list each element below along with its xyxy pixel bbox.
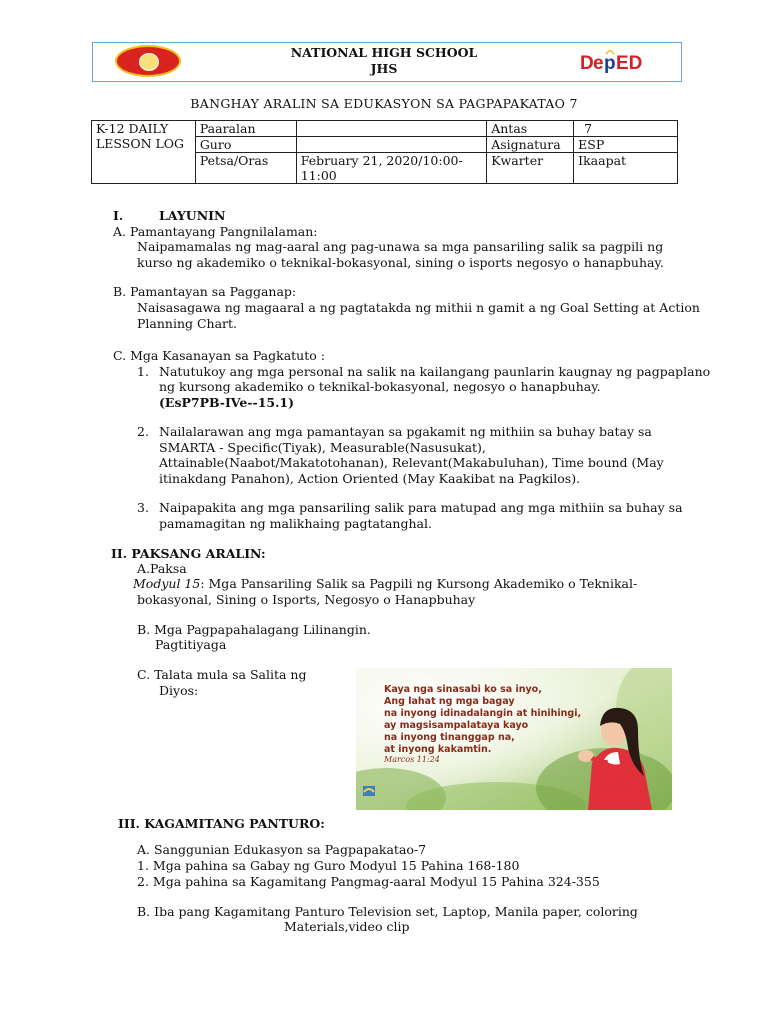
competency-code: (EsP7PB-IVe--15.1) <box>159 395 295 410</box>
table-cell: Asignatura <box>487 137 574 153</box>
subsection-label: A. Pamantayang Pangnilalaman: <box>113 224 318 239</box>
reference-line: A. Sanggunian Edukasyon sa Pagpapakatao-7 <box>137 842 427 857</box>
table-cell: February 21, 2020/10:00- 11:00 <box>296 153 487 184</box>
table-cell: Kwarter <box>487 153 574 184</box>
table-cell: 7 <box>574 121 678 137</box>
table-cell: Antas <box>487 121 574 137</box>
lesson-log-label: K-12 DAILY LESSON LOG <box>92 121 196 184</box>
section-title-kagamitang-panturo: III. KAGAMITANG PANTURO: <box>118 816 325 831</box>
scripture-reference: Marcos 11:24 <box>384 755 440 764</box>
svg-text:ED: ED <box>616 53 643 74</box>
lesson-log-table <box>91 120 678 184</box>
svg-text:p: p <box>604 53 616 74</box>
subsection-label-cont: Diyos: <box>159 683 199 698</box>
value-text: Pagtitiyaga <box>155 637 227 652</box>
deped-logo <box>580 50 660 74</box>
reference-line: 1. Mga pahina sa Gabay ng Guro Modyul 15 Pahina 168-180 <box>137 858 520 873</box>
list-item-line: Naipapakita ang mga pansariling salik para matupad ang mga mithiin sa buhay sa <box>159 500 683 515</box>
reference-line: B. Iba pang Kagamitang Panturo Television set, Laptop, Manila paper, coloring <box>137 904 638 919</box>
table-cell: Paaralan <box>195 121 296 137</box>
modyul-title: : Mga Pansariling Salik sa Pagpili ng Kursong Akademiko o Teknikal- <box>200 576 638 591</box>
list-item-line: SMARTA - Specific(Tiyak), Measurable(Nasusukat), <box>159 440 486 455</box>
table-row <box>92 121 678 137</box>
svg-text:D: D <box>580 53 594 74</box>
reference-line: 2. Mga pahina sa Kagamitang Pangmag-aaral Modyul 15 Pahina 324-355 <box>137 874 600 889</box>
list-item-line: Attainable(Naabot/Makatotohanan), Relevant(Makabuluhan), Time bound (May <box>159 455 664 470</box>
list-number: 3. <box>137 500 149 515</box>
reference-line: Materials,video clip <box>284 919 410 934</box>
table-cell: Guro <box>195 137 296 153</box>
school-name: NATIONAL HIGH SCHOOL <box>290 45 478 60</box>
table-cell <box>296 121 487 137</box>
section-number: I. <box>113 208 124 223</box>
paragraph-line: Naipamamalas ng mag-aaral ang pag-unawa sa mga pansariling salik sa pagpili ng <box>137 239 664 254</box>
list-number: 2. <box>137 424 149 439</box>
scripture-verse-text: Kaya nga sinasabi ko sa inyo, Ang lahat ng mga bagay na inyong idinadalangin at hinihingi, ay magsisampalataya kayo na inyong tinanggap na, at inyong kakamtin. <box>384 684 582 755</box>
table-cell: ESP <box>574 137 678 153</box>
school-sub: JHS <box>370 61 398 76</box>
subsection-label: A.Paksa <box>137 561 187 576</box>
table-cell <box>296 137 487 153</box>
list-item-line: Natutukoy ang mga personal na salik na kailangang paunlarin kaugnay ng pagpaplano <box>159 364 711 379</box>
subsection-label: C. Talata mula sa Salita ng <box>137 667 307 682</box>
section-title-layunin: LAYUNIN <box>159 208 226 223</box>
modyul-label: Modyul 15 <box>133 576 201 591</box>
paragraph-line: Naisasagawa ng magaaral a ng pagtatakda ng mithii n gamit a ng Goal Setting at Action <box>137 300 700 315</box>
table-cell: Ikaapat <box>574 153 678 184</box>
list-item-line: pamamagitan ng malikhaing pagtatanghal. <box>159 516 432 531</box>
paragraph-line: bokasyonal, Sining o Isports, Negosyo o Hanapbuhay <box>137 592 476 607</box>
paragraph-line: kurso ng akademiko o teknikal-bokasyonal, sining o isports negosyo o hanapbuhay. <box>137 255 664 270</box>
list-number: 1. <box>137 364 149 379</box>
subsection-label: B. Pamantayan sa Pagganap: <box>113 284 297 299</box>
section-title-paksang-aralin: II. PAKSANG ARALIN: <box>111 546 266 561</box>
list-item-line: Nailalarawan ang mga pamantayan sa pgakamit ng mithiin sa buhay batay sa <box>159 424 652 439</box>
modyul-line <box>133 576 637 592</box>
document-title: BANGHAY ARALIN SA EDUKASYON SA PAGPAPAKATAO 7 <box>190 96 578 111</box>
subsection-label: C. Mga Kasanayan sa Pagkatuto : <box>113 348 325 363</box>
list-item-line: itinakdang Panahon), Action Oriented (May Kaakibat na Pagkilos). <box>159 471 581 486</box>
list-item-line: ng kursong akademiko o teknikal-bokasyonal, negosyo o hanapbuhay. <box>159 379 601 394</box>
table-cell: Petsa/Oras <box>195 153 296 184</box>
subsection-label: B. Mga Pagpapahalagang Lilinangin. <box>137 622 371 637</box>
svg-text:e: e <box>593 53 604 74</box>
paragraph-line: Planning Chart. <box>137 316 238 331</box>
